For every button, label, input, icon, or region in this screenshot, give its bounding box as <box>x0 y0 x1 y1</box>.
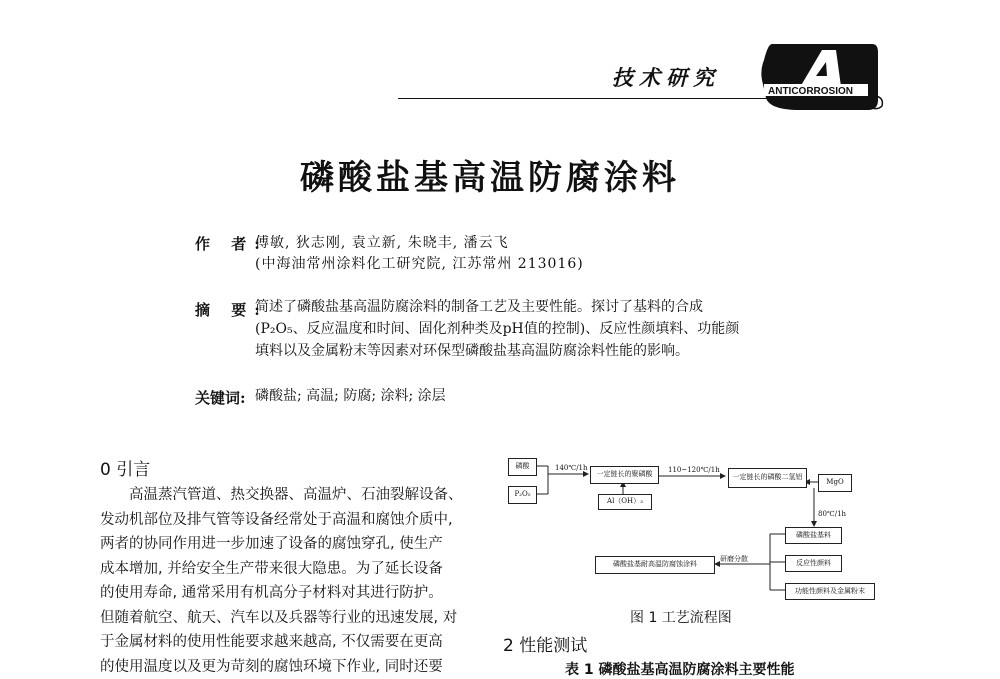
intro-line: 于金属材料的使用性能要求越来越高, 不仅需要在更高 <box>100 630 475 655</box>
box-phosphoric-acid: 磷酸 <box>508 458 537 476</box>
box-coating-product: 磷酸盐基耐高温防腐蚀涂料 <box>595 556 715 574</box>
box-mgo: MgO <box>818 474 852 492</box>
logo-graphic <box>760 40 890 118</box>
box-aluminium-dihydrogen-phosphate: 一定链长的磷酸二氢铝 <box>728 468 807 488</box>
abstract-line: 简述了磷酸盐基高温防腐涂料的制备工艺及主要性能。探讨了基料的合成 <box>255 296 795 318</box>
intro-line: 成本增加, 并给安全生产带来很大隐患。为了延长设备 <box>100 557 475 582</box>
header-rule <box>398 98 768 99</box>
abstract-label: 摘 要: <box>195 299 268 320</box>
intro-line: 两者的协同作用进一步加速了设备的腐蚀穿孔, 使生产 <box>100 532 475 557</box>
label-80c: 80℃/1h <box>818 510 846 518</box>
box-phosphate-binder: 磷酸盐基料 <box>785 527 842 544</box>
section2-heading: 2 性能测试 <box>503 631 587 656</box>
abstract-line: (P₂O₅、反应温度和时间、固化剂种类及pH值的控制)、反应性颜填料、功能颜 <box>255 318 795 340</box>
keywords-label: 关键词: <box>195 387 246 408</box>
intro-line: 高温蒸汽管道、热交换器、高温炉、石油裂解设备、 <box>100 483 475 508</box>
authors-label: 作 者: <box>195 233 268 254</box>
affiliation: (中海油常州涂料化工研究院, 江苏常州 213016) <box>255 253 584 275</box>
abstract-text <box>255 296 795 362</box>
label-grind-disperse: 研磨分散 <box>720 554 748 564</box>
article-title: 磷酸盐基高温防腐涂料 <box>0 150 980 199</box>
intro-heading: 0 引言 <box>100 455 150 480</box>
section-label: 技术研究 <box>612 62 720 92</box>
box-aluminium-hydroxide: Al（OH）₃ <box>598 494 652 510</box>
abstract-line: 填料以及金属粉末等因素对环保型磷酸盐基高温防腐涂料性能的影响。 <box>255 340 795 362</box>
box-p2o5: P₂O₅ <box>508 486 537 504</box>
process-flowchart <box>500 452 900 607</box>
intro-body <box>100 483 475 679</box>
authors-names: 傅敏, 狄志刚, 袁立新, 朱晓丰, 潘云飞 <box>255 232 509 254</box>
intro-line: 发动机部位及排气管等设备经常处于高温和腐蚀介质中, <box>100 508 475 533</box>
keywords-text: 磷酸盐; 高温; 防腐; 涂料; 涂层 <box>255 385 446 405</box>
anticorrosion-logo <box>760 40 890 118</box>
box-reactive-filler: 反应性颜料 <box>785 555 842 572</box>
box-functional-filler: 功能性颜料及金属粉末 <box>785 583 875 600</box>
box-polyphosphoric-acid: 一定链长的聚磷酸 <box>590 466 659 484</box>
label-140c: 140℃/1h <box>555 464 588 472</box>
intro-line: 的使用温度以及更为苛刻的腐蚀环境下作业, 同时还要 <box>100 655 475 679</box>
figure-caption: 图 1 工艺流程图 <box>630 607 732 627</box>
logo-text: ANTICORROSION <box>768 86 853 97</box>
label-110-120c: 110~120℃/1h <box>668 466 720 474</box>
intro-line: 但随着航空、航天、汽车以及兵器等行业的迅速发展, 对 <box>100 606 475 631</box>
table-caption: 表 1 磷酸盐基高温防腐涂料主要性能 <box>565 659 795 679</box>
intro-line: 的使用寿命, 通常采用有机高分子材料对其进行防护。 <box>100 581 475 606</box>
